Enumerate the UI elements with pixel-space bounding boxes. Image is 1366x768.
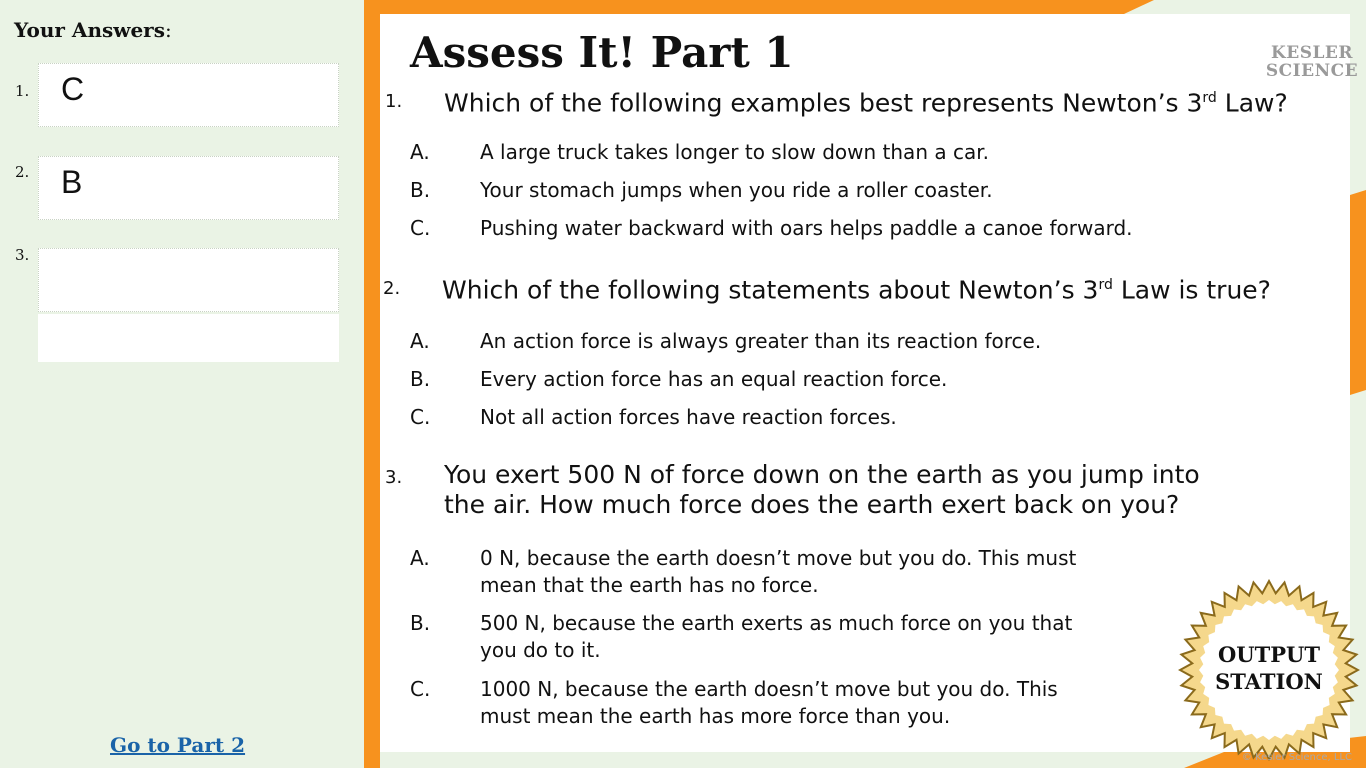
output-station-label — [1178, 641, 1360, 695]
copyright-notice: © Kesler Science, LLC — [1241, 752, 1352, 763]
answer-number-1: 1. — [15, 82, 30, 100]
question-3-text-line-1: You exert 500 N of force down on the earth as you jump into — [444, 460, 1200, 489]
q1-option-c-text: Pushing water backward with oars helps paddle a canoe forward. — [480, 216, 1133, 240]
slide-card — [380, 14, 1359, 752]
badge-line-1: OUTPUT — [1218, 642, 1320, 667]
q3-option-a-line-2: mean that the earth has no force. — [480, 573, 819, 597]
q1-option-b-text: Your stomach jumps when you ride a roller coaster. — [480, 178, 993, 202]
question-1-superscript: rd — [1202, 90, 1217, 106]
answer-value-1: C — [61, 71, 85, 107]
q2-option-b-text: Every action force has an equal reaction force. — [480, 367, 948, 391]
answer-number-3: 3. — [15, 246, 30, 264]
q2-option-c-text: Not all action forces have reaction forces. — [480, 405, 897, 429]
answer-panel-spacer — [38, 314, 339, 362]
q2-option-a-letter: A. — [410, 329, 430, 353]
question-1-text — [444, 83, 1288, 118]
question-2-text-end: Law is true? — [1112, 275, 1271, 305]
q2-option-b-letter: B. — [410, 367, 431, 391]
question-2-superscript: rd — [1098, 277, 1113, 293]
answers-heading — [14, 18, 172, 42]
q3-option-b-line-2: you do to it. — [480, 638, 601, 662]
answers-heading-colon: : — [164, 18, 172, 42]
q1-option-a-letter: A. — [410, 140, 430, 164]
answers-heading-text: Your Answers — [14, 18, 165, 42]
answer-panel — [0, 0, 364, 768]
slide-title: Assess It! Part 1 — [410, 28, 794, 77]
question-2-number: 2. — [383, 278, 401, 299]
q3-option-c-line-1: 1000 N, because the earth doesn’t move but you do. This — [480, 677, 1058, 701]
go-to-part-2-link[interactable]: Go to Part 2 — [110, 733, 246, 757]
answer-field-2[interactable] — [38, 156, 339, 220]
kesler-science-logo — [1262, 32, 1362, 88]
q1-option-c-letter: C. — [410, 216, 431, 240]
answer-number-2: 2. — [15, 163, 30, 181]
q3-option-b-letter: B. — [410, 611, 431, 635]
q3-option-c-letter: C. — [410, 677, 431, 701]
slide — [364, 0, 1366, 768]
q3-option-a-letter: A. — [410, 546, 430, 570]
q1-option-b-letter: B. — [410, 178, 431, 202]
question-1-text-main: Which of the following examples best represents Newton’s 3 — [444, 88, 1203, 118]
answer-field-1[interactable] — [38, 63, 339, 127]
question-3-text-line-2: the air. How much force does the earth exert back on you? — [444, 490, 1180, 519]
q3-option-a-line-1: 0 N, because the earth doesn’t move but you do. This must — [480, 546, 1077, 570]
logo-line-2: SCIENCE — [1265, 61, 1359, 81]
question-1-number: 1. — [385, 91, 403, 112]
question-2-text-main: Which of the following statements about Newton’s 3 — [442, 275, 1099, 305]
q1-option-a-text: A large truck takes longer to slow down than a car. — [480, 140, 989, 164]
answer-value-2: B — [61, 164, 83, 200]
question-2-text — [442, 270, 1271, 305]
question-1-text-end: Law? — [1216, 88, 1288, 118]
q3-option-b-line-1: 500 N, because the earth exerts as much force on you that — [480, 611, 1073, 635]
q2-option-c-letter: C. — [410, 405, 431, 429]
answer-field-3[interactable] — [38, 248, 339, 312]
logo-line-1: KESLER — [1270, 43, 1354, 63]
question-3-number: 3. — [385, 467, 403, 488]
q3-option-c-line-2: must mean the earth has more force than you. — [480, 704, 951, 728]
badge-line-2: STATION — [1215, 669, 1323, 694]
q2-option-a-text: An action force is always greater than its reaction force. — [480, 329, 1042, 353]
